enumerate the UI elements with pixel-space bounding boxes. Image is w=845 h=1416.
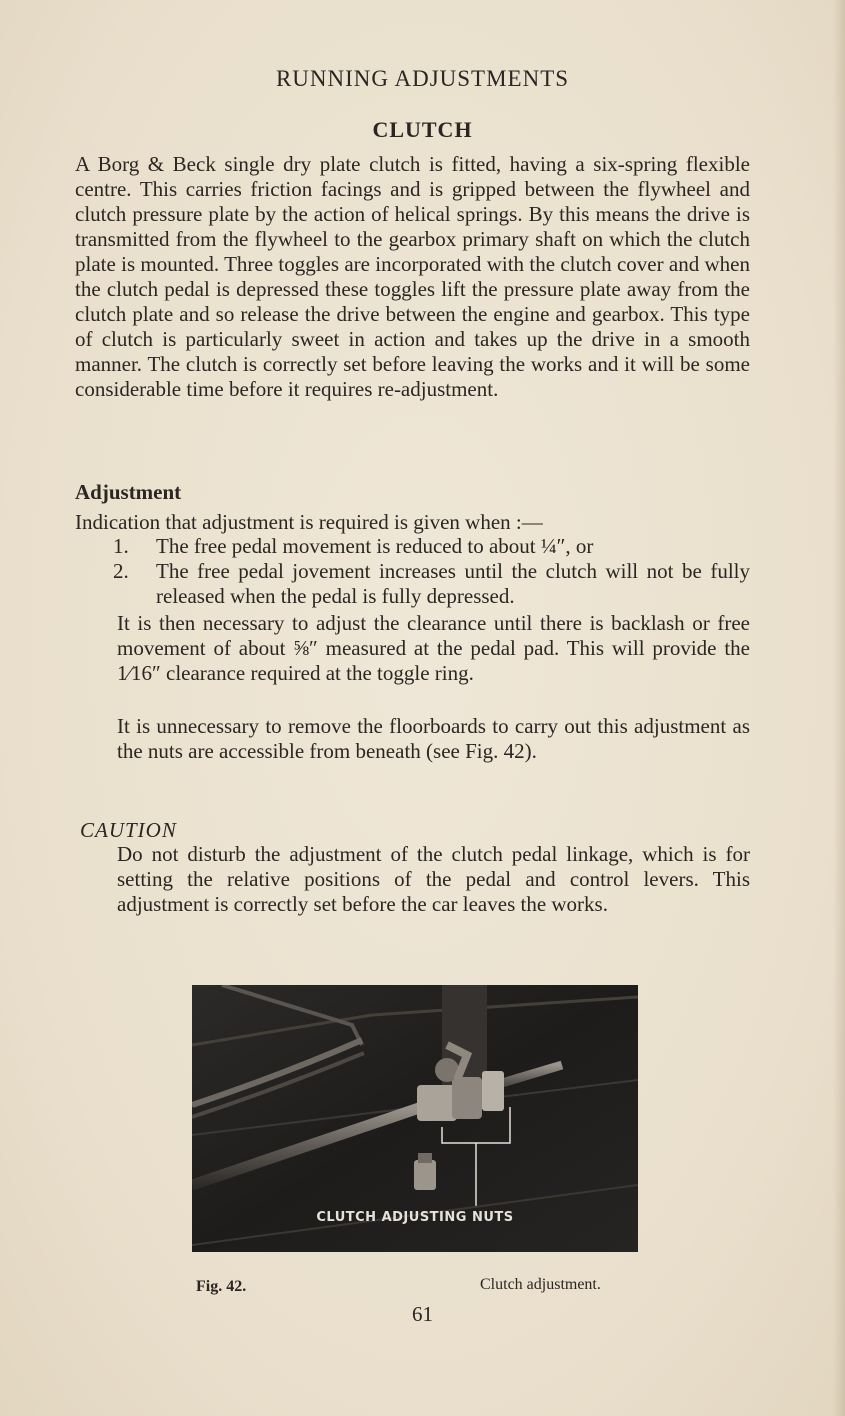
adjustment-heading: Adjustment [75,480,182,504]
caution-text: Do not disturb the adjustment of the clutch pedal linkage, which is for setting the relative positions of the pedal and control levers. This adjustment is correctly set before the car leaves the works. [117,842,750,916]
list-item-text: The free pedal movement is reduced to about ¼″, or [156,534,594,558]
list-item [113,534,750,559]
clutch-photo [192,985,638,1252]
figure-caption: Clutch adjustment. [480,1276,601,1293]
floorboards-paragraph: It is unnecessary to remove the floorboards to carry out this adjustment as the nuts are accessible from beneath (see Fig. 42). [117,714,750,763]
clearance-paragraph: It is then necessary to adjust the clearance until there is backlash or free movement of about ⅝″ measured at the pedal pad. This will provide the 1⁄16″ clearance required at the toggle ring. [117,611,750,685]
adjustment-list [113,534,750,609]
list-item-number: 1. [113,534,129,558]
section-title: CLUTCH [372,117,473,142]
list-item-text: The free pedal jovement increases until the clutch will not be fully released when the pedal is fully depressed. [156,559,750,608]
photo-label: CLUTCH ADJUSTING NUTS [316,1210,514,1225]
list-item [113,559,750,609]
page-number: 61 [412,1302,433,1326]
list-item-number: 2. [113,559,129,583]
caution-heading: CAUTION [80,818,177,842]
page-edge-shadow [833,0,845,1416]
intro-paragraph: A Borg & Beck single dry plate clutch is fitted, having a six-spring flexible centre. This carries friction facings and is gripped between the flywheel and clutch pressure plate by the action of helical springs. By this means the drive is transmitted from the flywheel to the gearbox primary shaft on which the clutch plate is mounted. Three toggles are incorporated with the clutch cover and when the clutch pedal is depressed these toggles lift the pressure plate away from the clutch plate and so release the drive between the engine and gearbox. This type of clutch is particularly sweet in action and takes up the drive in a smooth manner. The clutch is correctly set before leaving the works and it will be some considerable time before it requires re-adjustment. [75,152,750,401]
figure-number: Fig. 42. [196,1278,247,1295]
running-head: RUNNING ADJUSTMENTS [275,66,570,91]
indication-text: Indication that adjustment is required is given when :— [75,510,543,534]
